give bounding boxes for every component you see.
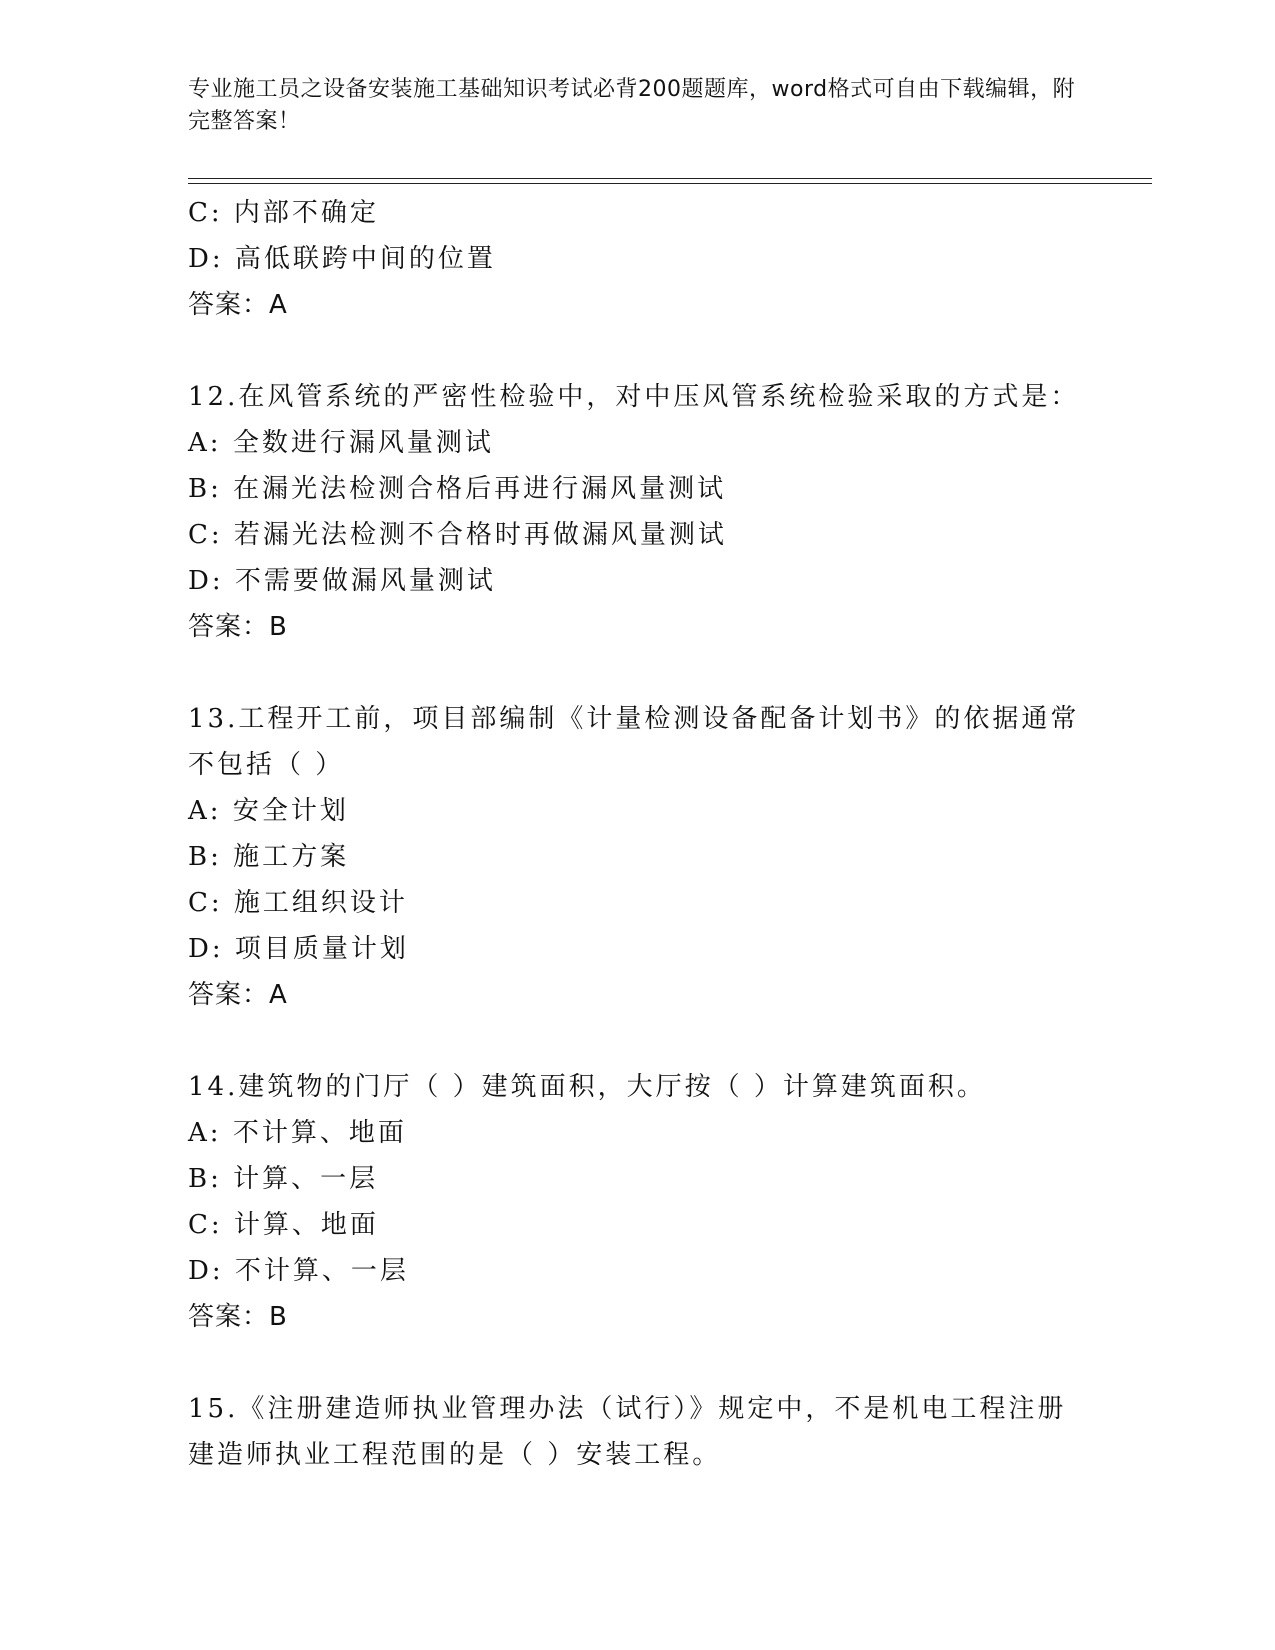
- option-label: D:: [188, 244, 224, 274]
- question-text: 建筑物的门厅（ ）建筑面积，大厅按（ ）计算建筑面积。: [238, 1072, 986, 1102]
- question-11-continued: [188, 190, 1088, 328]
- answer-line: [188, 604, 1088, 650]
- option-text: 施工方案: [233, 842, 350, 872]
- option-text: 在漏光法检测合格后再进行漏风量测试: [233, 474, 727, 504]
- option-c: [188, 512, 1088, 558]
- option-d: [188, 558, 1088, 604]
- answer-label: 答案：: [188, 980, 270, 1010]
- question-12: [188, 374, 1088, 650]
- option-text: 全数进行漏风量测试: [232, 428, 494, 458]
- answer-value: B: [269, 1302, 288, 1332]
- option-label: B:: [188, 1164, 222, 1194]
- option-c: [188, 1202, 1088, 1248]
- question-text: 在风管系统的严密性检验中，对中压风管系统检验采取的方式是：: [238, 382, 1080, 412]
- question-number: 15.: [188, 1394, 239, 1424]
- question-stem: [188, 696, 1088, 788]
- answer-value: A: [269, 290, 288, 320]
- option-label: A:: [188, 428, 222, 458]
- option-c: [188, 880, 1088, 926]
- option-a: [188, 1110, 1088, 1156]
- option-d: [188, 1248, 1088, 1294]
- question-stem: [188, 1064, 1088, 1110]
- answer-label: 答案：: [188, 612, 270, 642]
- document-header: [188, 74, 1088, 138]
- option-label: C:: [188, 198, 223, 228]
- option-text: 施工组织设计: [233, 888, 408, 918]
- question-14: [188, 1064, 1088, 1340]
- option-c: [188, 190, 1088, 236]
- question-list: [188, 190, 1088, 1478]
- question-stem: [188, 1386, 1088, 1478]
- option-b: [188, 834, 1088, 880]
- option-text: 计算、一层: [233, 1164, 379, 1194]
- question-stem: [188, 374, 1088, 420]
- question-number: 14.: [188, 1072, 239, 1102]
- document-title: 专业施工员之设备安装施工基础知识考试必背200题题库，word格式可自由下载编辑，附完整答案！: [188, 77, 1076, 134]
- option-d: [188, 236, 1088, 282]
- option-d: [188, 926, 1088, 972]
- question-13: [188, 696, 1088, 1018]
- option-text: 不计算、地面: [232, 1118, 407, 1148]
- option-text: 项目质量计划: [234, 934, 409, 964]
- option-text: 不需要做漏风量测试: [234, 566, 496, 596]
- option-b: [188, 466, 1088, 512]
- answer-line: [188, 972, 1088, 1018]
- question-number: 12.: [188, 382, 239, 412]
- question-text: 工程开工前，项目部编制《计量检测设备配备计划书》的依据通常不包括（ ）: [188, 704, 1080, 780]
- option-a: [188, 420, 1088, 466]
- option-text: 计算、地面: [233, 1210, 379, 1240]
- option-a: [188, 788, 1088, 834]
- option-label: D:: [188, 566, 224, 596]
- answer-label: 答案：: [188, 290, 270, 320]
- option-b: [188, 1156, 1088, 1202]
- option-text: 高低联跨中间的位置: [234, 244, 496, 274]
- option-text: 不计算、一层: [234, 1256, 409, 1286]
- option-label: A:: [188, 1118, 222, 1148]
- option-label: C:: [188, 888, 223, 918]
- option-label: D:: [188, 934, 224, 964]
- question-15: [188, 1386, 1088, 1478]
- header-rule-bottom: [188, 183, 1152, 184]
- header-rule-top: [188, 178, 1152, 179]
- option-label: D:: [188, 1256, 224, 1286]
- answer-value: A: [269, 980, 288, 1010]
- option-label: C:: [188, 1210, 223, 1240]
- answer-label: 答案：: [188, 1302, 270, 1332]
- option-text: 安全计划: [232, 796, 349, 826]
- question-number: 13.: [188, 704, 239, 734]
- answer-line: [188, 282, 1088, 328]
- option-label: B:: [188, 474, 222, 504]
- option-label: C:: [188, 520, 223, 550]
- option-text: 内部不确定: [233, 198, 379, 228]
- option-label: B:: [188, 842, 222, 872]
- option-text: 若漏光法检测不合格时再做漏风量测试: [233, 520, 727, 550]
- question-text: 《注册建造师执业管理办法（试行）》规定中，不是机电工程注册建造师执业工程范围的是（ ）安装工程。: [188, 1394, 1067, 1470]
- answer-line: [188, 1294, 1088, 1340]
- option-label: A:: [188, 796, 222, 826]
- answer-value: B: [269, 612, 288, 642]
